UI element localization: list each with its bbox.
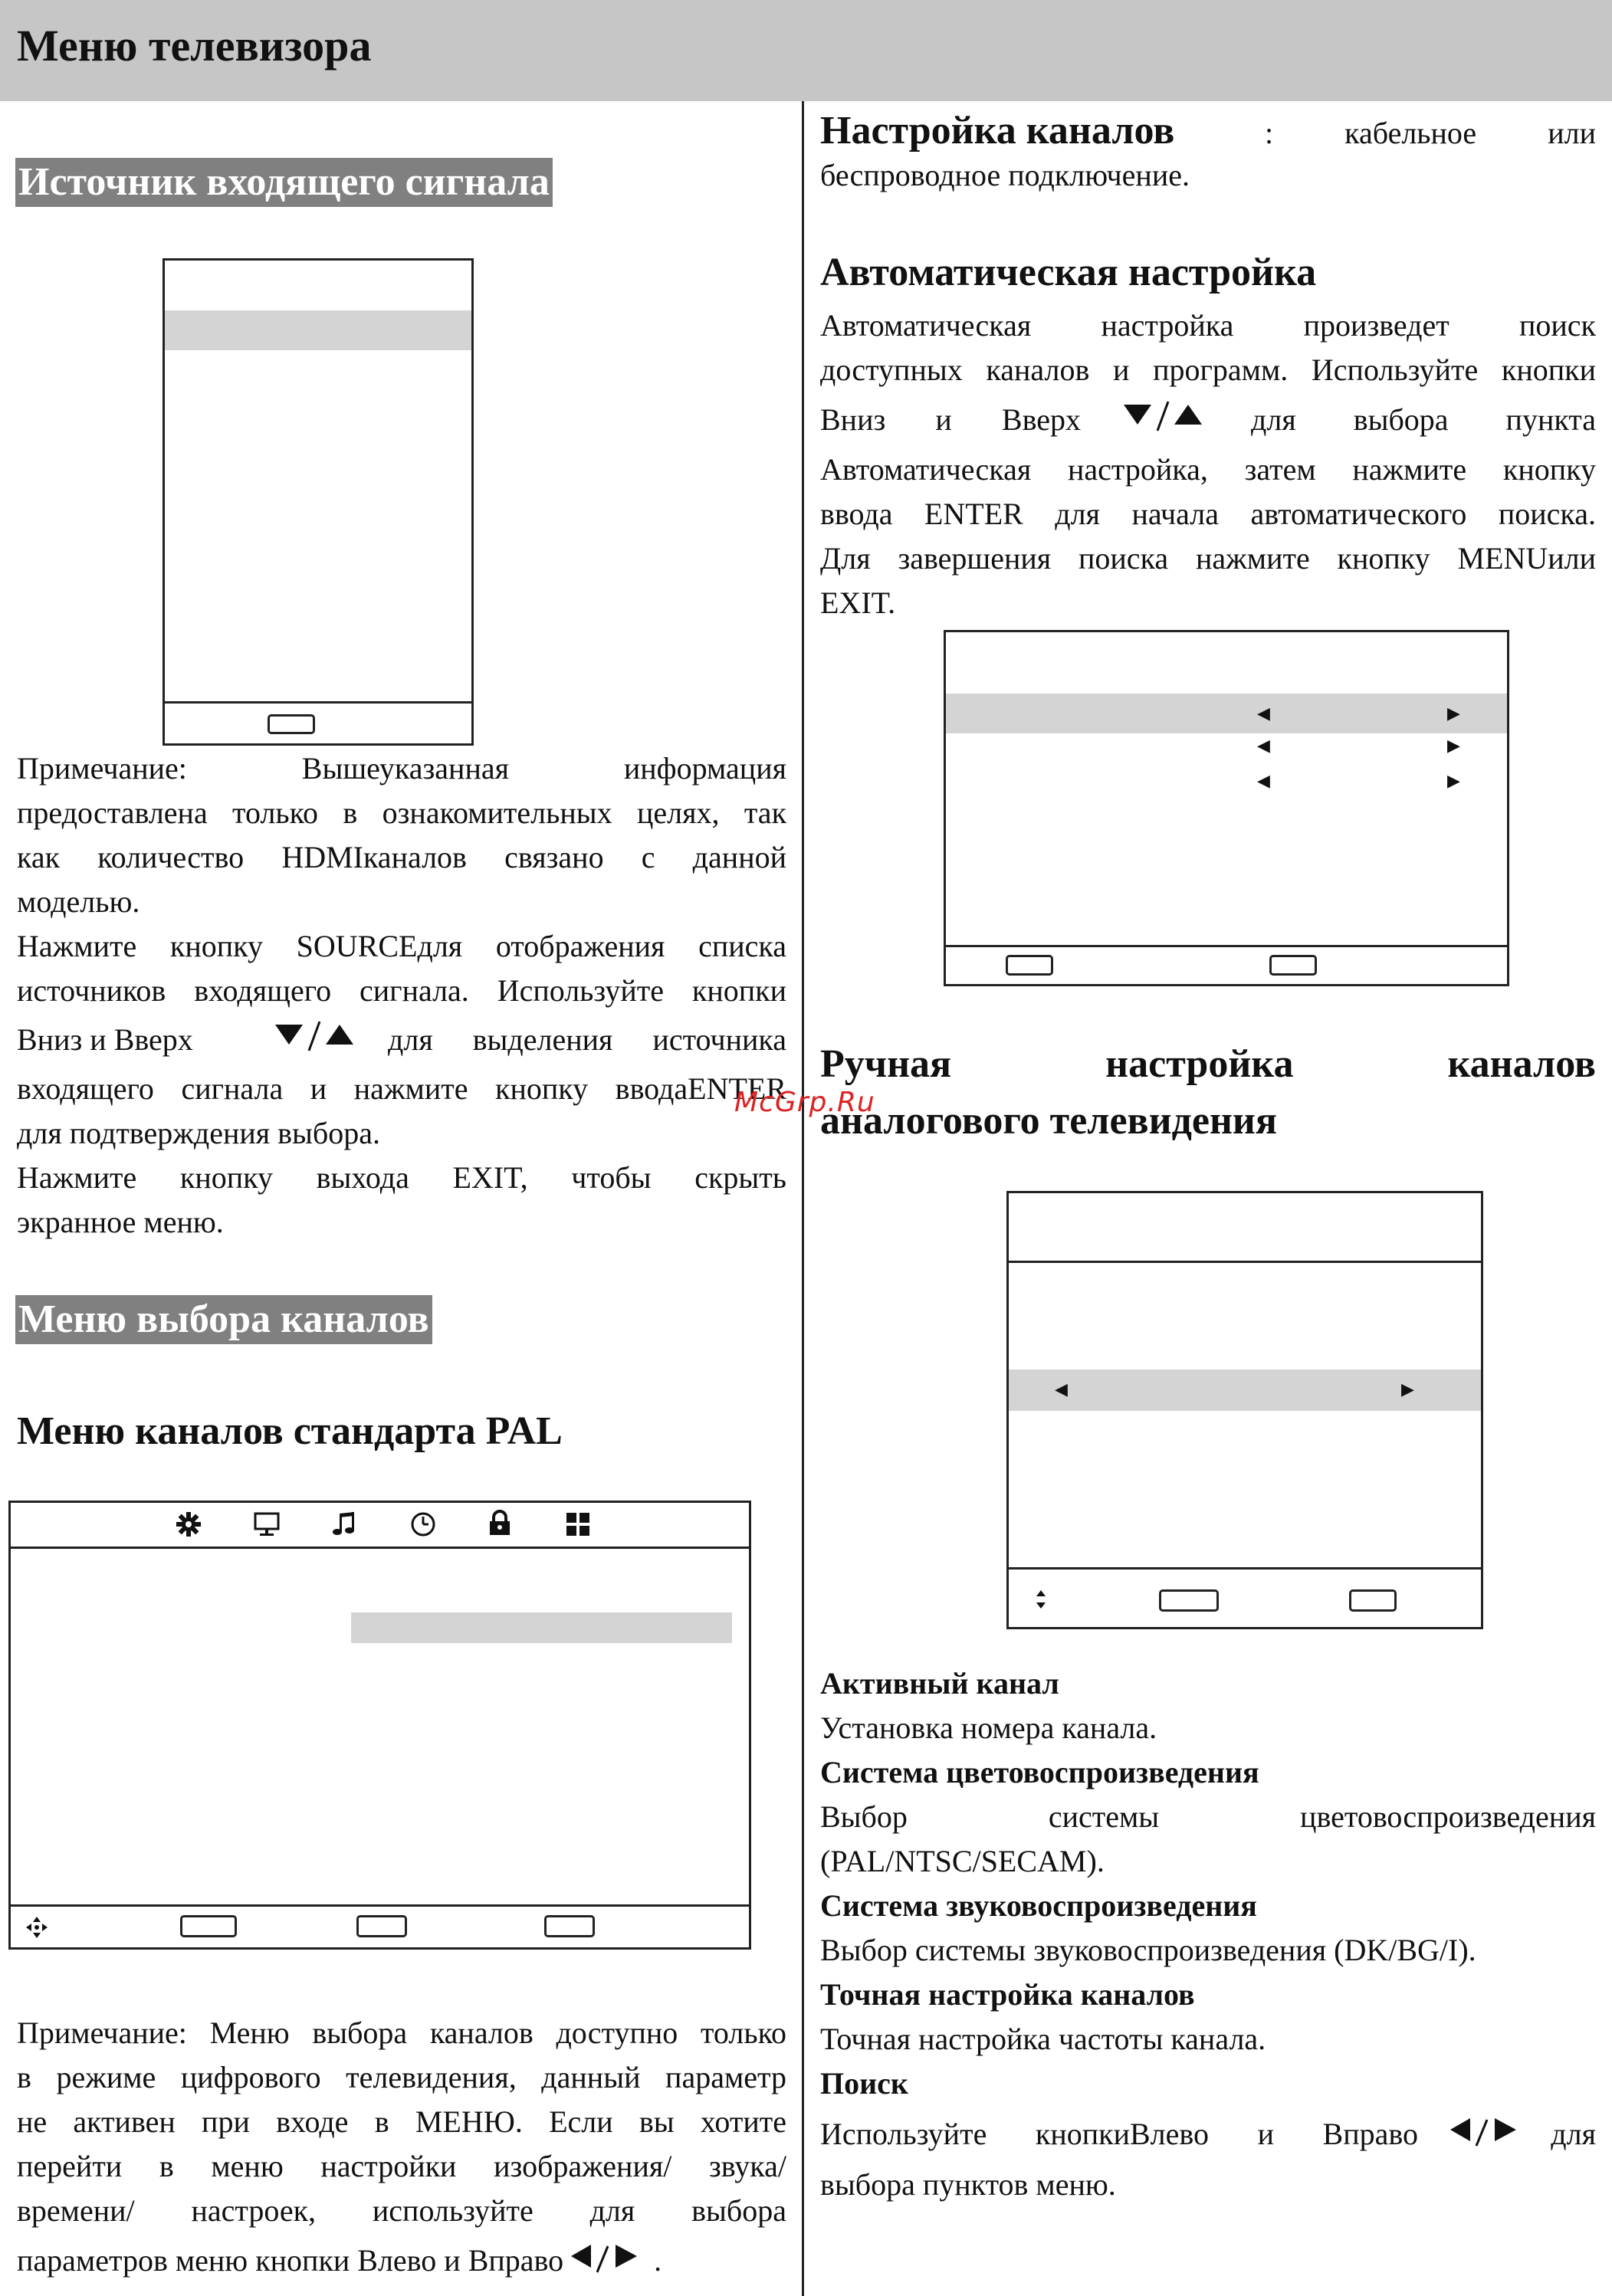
auto-para-text: для выбора пункта: [1251, 402, 1596, 437]
channel-menu-button-3[interactable]: [544, 1915, 595, 1937]
auto-para-line: EXIT.: [820, 585, 896, 620]
left-arrow-icon[interactable]: ◀: [1055, 1380, 1068, 1399]
auto-tuning-footer-divider: [946, 945, 1507, 947]
def-term: Активный канал: [820, 1666, 1059, 1701]
channel-menu-button-1[interactable]: [180, 1915, 237, 1937]
manual-title-line: аналогового телевидения: [820, 1099, 1278, 1143]
right-arrow-icon[interactable]: ▶: [1447, 704, 1460, 723]
def-term: Точная настройка каналов: [820, 1977, 1195, 2012]
left-arrow-icon[interactable]: ◀: [1257, 704, 1270, 723]
auto-para-line: Автоматическая настройка произведет поиск: [820, 308, 1596, 343]
manual-tuning-button-1[interactable]: [1159, 1589, 1219, 1612]
note2-line: времени/ настроек, используйте для выбора: [17, 2193, 786, 2228]
auto-tuning-highlight-row[interactable]: [946, 694, 1507, 733]
note2-text: параметров меню кнопки Влево и Вправо: [17, 2243, 564, 2278]
source-menu-footer-divider: [165, 701, 471, 704]
source-para-text: для выделения источника: [388, 1022, 786, 1057]
channel-setup-line: беспроводное подключение.: [820, 158, 1190, 192]
def-desc-text: Используйте кнопкиВлево и Вправо: [820, 2117, 1418, 2151]
manual-tuning-button-2[interactable]: [1349, 1589, 1397, 1612]
source-para-text: Вниз и Вверх: [17, 1022, 193, 1057]
manual-tuning-screen: [1006, 1191, 1483, 1629]
right-arrow-icon[interactable]: ▶: [1401, 1380, 1414, 1399]
four-way-arrows-icon: [25, 1915, 49, 1940]
auto-tuning-button-2[interactable]: [1269, 955, 1317, 976]
pal-menu-title: Меню каналов стандарта PAL: [17, 1409, 563, 1453]
gear-icon[interactable]: [175, 1510, 202, 1538]
channel-menu-screen: [8, 1501, 751, 1950]
channel-menu-footer-divider: [11, 1904, 749, 1907]
left-right-arrows-icon: [1447, 2115, 1522, 2153]
column-divider: [802, 101, 804, 2296]
auto-tuning-button-1[interactable]: [1006, 955, 1053, 976]
right-arrow-icon[interactable]: ▶: [1447, 736, 1460, 756]
manual-tuning-header-divider: [1009, 1261, 1481, 1263]
note2-line-with-icon: [17, 2233, 786, 2288]
note-channel-menu-paragraph: [17, 2011, 786, 2288]
auto-para-line: ввода ENTER для начала автоматического поиска.: [820, 497, 1596, 531]
source-para-line: экранное меню.: [17, 1205, 224, 1239]
auto-para-line: Для завершения поиска нажмите кнопку MENUили: [820, 541, 1596, 576]
down-up-arrows-icon: [1124, 399, 1208, 441]
def-term: Поиск: [820, 2066, 908, 2101]
note1-line: предоставлена только в ознакомительных целях, так: [17, 795, 786, 830]
grid-icon[interactable]: [564, 1510, 592, 1538]
source-para-line-with-icon: [17, 1013, 786, 1067]
channel-setup-paragraph: [820, 106, 1596, 192]
source-menu-highlight-row[interactable]: [165, 310, 471, 350]
manual-tuning-definitions: [820, 1661, 1596, 2207]
manual-tuning-title: [820, 1036, 1596, 1150]
source-para-line: источников входящего сигнала. Используйте кнопки: [17, 973, 786, 1008]
source-para-line: входящего сигнала и нажмите кнопку вводаENTER: [17, 1071, 786, 1106]
note1-line: моделью.: [17, 884, 140, 919]
channel-setup-line: [820, 106, 1596, 159]
def-desc: выбора пунктов меню.: [820, 2167, 1116, 2202]
page-title: Меню телевизора: [17, 21, 372, 71]
source-menu-enter-button[interactable]: [268, 714, 315, 734]
monitor-icon[interactable]: [253, 1510, 281, 1538]
note2-line: Примечание: Меню выбора каналов доступно только: [17, 2016, 786, 2050]
channel-menu-tab-divider: [11, 1547, 749, 1549]
channel-setup-title: Настройка каналов: [820, 109, 1175, 153]
note1-line: Примечание: Вышеуказанная информация: [17, 751, 786, 786]
def-desc: Выбор системы звуковоспроизведения (DK/BG/I).: [820, 1933, 1476, 1967]
auto-tuning-screen: [944, 630, 1509, 986]
section-title-channel-menu: Меню выбора каналов: [15, 1295, 432, 1344]
up-down-arrows-icon: [1035, 1589, 1047, 1610]
note2-line: не активен при входе в МЕНЮ. Если вы хотите: [17, 2104, 786, 2139]
channel-setup-text: : кабельное или: [1265, 116, 1596, 150]
note2-line: в режиме цифрового телевидения, данный параметр: [17, 2060, 786, 2094]
clock-icon[interactable]: [409, 1510, 437, 1538]
note1-line: как количество HDMIканалов связано с данной: [17, 840, 786, 874]
def-desc: Выбор системы цветовоспроизведения: [820, 1799, 1596, 1834]
def-desc-with-icon: [820, 2106, 1596, 2163]
right-arrow-icon[interactable]: ▶: [1447, 772, 1460, 791]
left-right-arrows-icon: [568, 2242, 643, 2280]
auto-para-line: доступных каналов и программ. Используйте кнопки: [820, 353, 1596, 387]
source-para-line: Нажмите кнопку выхода EXIT, чтобы скрыть: [17, 1160, 786, 1195]
manual-title-line: Ручная настройка каналов: [820, 1042, 1596, 1086]
note2-line: перейти в меню настройки изображения/ звука/: [17, 2149, 786, 2183]
left-arrow-icon[interactable]: ◀: [1257, 736, 1270, 756]
channel-menu-highlight-row[interactable]: [351, 1612, 732, 1643]
auto-tuning-paragraph: [820, 303, 1596, 625]
auto-tuning-title: Автоматическая настройка: [820, 251, 1317, 294]
channel-menu-button-2[interactable]: [356, 1915, 407, 1937]
lock-icon[interactable]: [486, 1509, 514, 1537]
def-desc-text: для: [1551, 2117, 1596, 2151]
source-para-line: для подтверждения выбора.: [17, 1116, 381, 1150]
def-desc: Точная настройка частоты канала.: [820, 2022, 1266, 2056]
def-desc: Установка номера канала.: [820, 1711, 1157, 1745]
source-menu-screen: [163, 258, 474, 746]
auto-para-line: Автоматическая настройка, затем нажмите кнопку: [820, 452, 1596, 487]
down-up-arrows-icon: [275, 1018, 359, 1061]
watermark: McGrp.Ru: [734, 1087, 875, 1118]
def-term: Система цветовоспроизведения: [820, 1755, 1259, 1789]
music-note-icon[interactable]: [331, 1510, 359, 1538]
def-desc: (PAL/NTSC/SECAM).: [820, 1844, 1105, 1878]
manual-tuning-footer-divider: [1009, 1567, 1481, 1569]
def-term: Система звуковоспроизведения: [820, 1888, 1257, 1923]
page-header: [0, 0, 1612, 101]
source-para-line: Нажмите кнопку SOURCEдля отображения списка: [17, 929, 786, 963]
note2-text: .: [654, 2243, 662, 2278]
auto-para-text: Вниз и Вверх: [820, 402, 1081, 437]
section-title-input-source: Источник входящего сигнала: [15, 158, 553, 207]
left-arrow-icon[interactable]: ◀: [1257, 772, 1270, 791]
auto-para-line-with-icon: [820, 392, 1596, 448]
note-source-paragraph: [17, 746, 786, 1245]
